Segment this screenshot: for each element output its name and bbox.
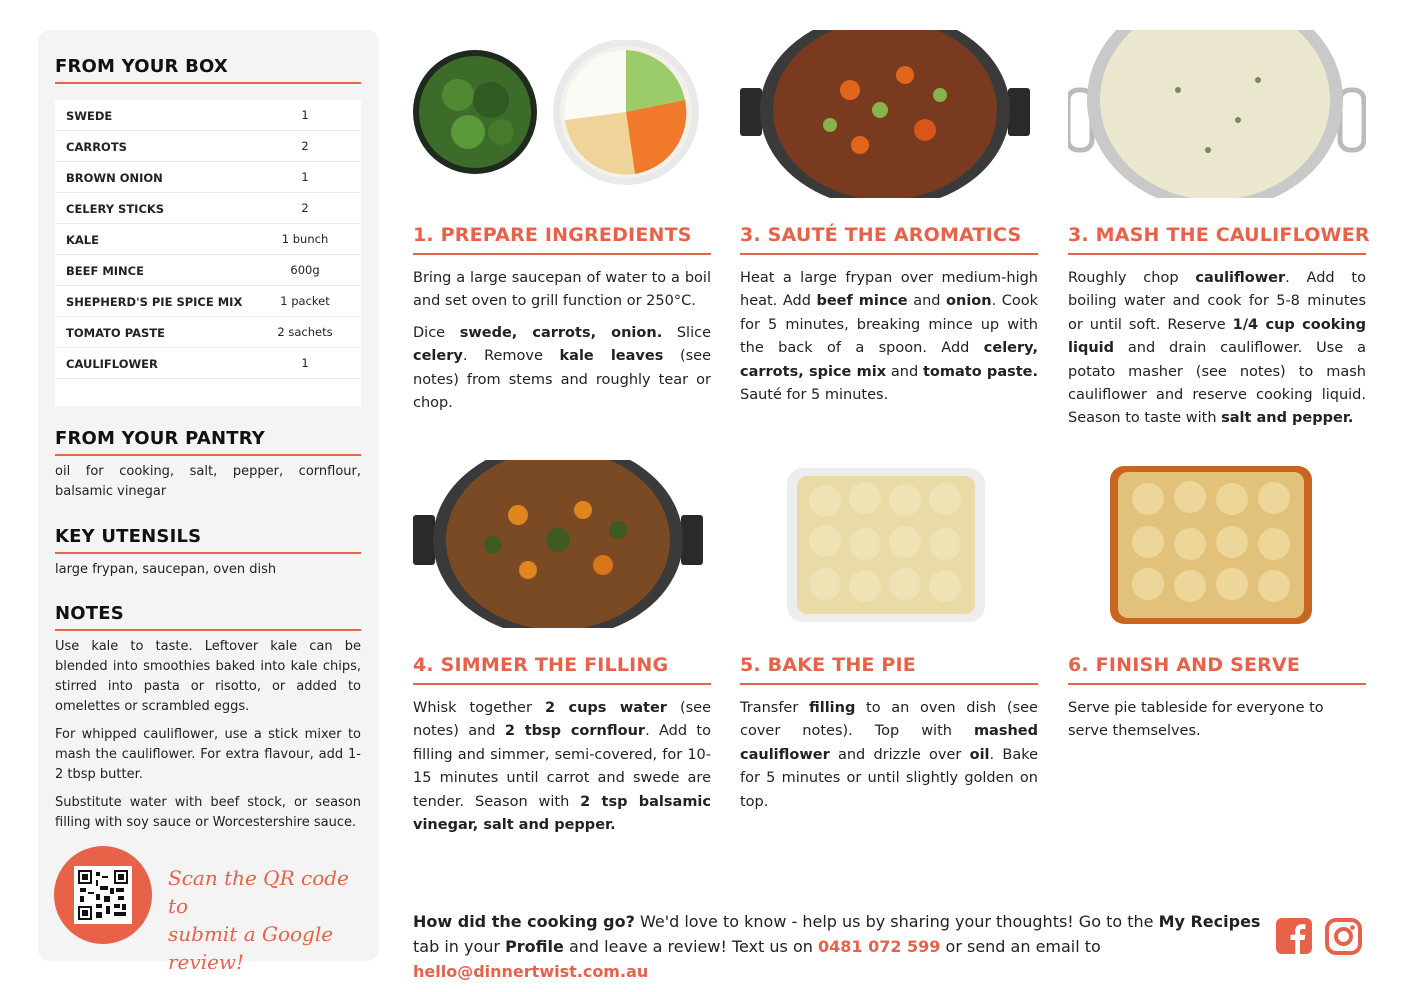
step-6-body — [1068, 697, 1366, 752]
ingredient-row — [55, 317, 361, 348]
phone-link[interactable]: 0481 072 599 — [817, 937, 941, 956]
note-item: Substitute water with beef stock, or season filling with soy sauce or Worcestershire sauce. — [55, 795, 361, 830]
ingredient-name: BEEF MINCE — [66, 264, 144, 278]
step-4-paragraph: Whisk together 2 cups water (see notes) and 2 tbsp cornflour. Add to filling and simmer, semi-covered, for 10-15 minutes until carrot and swede are tender. Season with 2 tsp balsamic vinegar, salt and pepper. — [413, 700, 712, 834]
ingredient-name: SHEPHERD'S PIE SPICE MIX — [66, 295, 243, 309]
ingredient-name: KALE — [66, 233, 99, 247]
step-rule — [1068, 683, 1366, 685]
ingredient-name: CELERY STICKS — [66, 202, 165, 216]
qr-line-2: submit a Google review! — [168, 922, 334, 974]
ingredient-row — [55, 131, 361, 162]
mash-cauliflower-photo — [1068, 30, 1366, 198]
step-1-body — [413, 267, 711, 423]
notes-heading: NOTES — [55, 603, 124, 624]
my-recipes-link[interactable]: My Recipes — [1158, 912, 1261, 931]
step-rule — [740, 683, 1038, 685]
note-item: Use kale to taste. Leftover kale can be blended into smoothies baked into kale chips, stirred into pasta or risotto, or added to omelettes or scrambled eggs. — [55, 639, 361, 714]
ingredient-qty: 600g — [290, 263, 320, 277]
step-rule — [413, 253, 711, 255]
prepare-ingredients-photo — [413, 40, 703, 200]
step-4-body — [413, 697, 711, 845]
step-2-title: 3. SAUTÉ THE AROMATICS — [740, 224, 1022, 246]
ingredient-qty: 1 — [301, 170, 309, 184]
feedback-footer: How did the cooking go? We'd love to know - help us by sharing your thoughts! Go to the My Recipes tab in your Profile and leave a review! Text us on 0481 072 599 or send an email to hello@dinnertwist.com.au — [413, 912, 1261, 981]
step-1-paragraph-1: Bring a large saucepan of water to a boil and set oven to grill function or 250°C. — [413, 270, 711, 310]
ingredient-row — [55, 348, 361, 379]
instagram-icon[interactable] — [1325, 918, 1362, 955]
note-item: For whipped cauliflower, use a stick mixer to mash the cauliflower. For extra flavour, add 1-2 tbsp butter. — [55, 727, 361, 782]
email-link[interactable]: hello@dinnertwist.com.au — [413, 962, 649, 981]
step-4-title: 4. SIMMER THE FILLING — [413, 654, 669, 676]
ingredient-name: CAULIFLOWER — [66, 357, 158, 371]
ingredient-qty: 1 bunch — [281, 232, 329, 246]
ingredient-qty: 2 — [301, 139, 309, 153]
step-rule — [413, 683, 711, 685]
step-2-paragraph: Heat a large frypan over medium-high heat. Add beef mince and onion. Cook for 5 minutes, breaking mince up with the back of a spoon. Add celery, carrots, spice mix and tomato paste. Sauté for 5 minutes. — [740, 270, 1039, 404]
step-1-paragraph-2: Dice swede, carrots, onion. Slice celery. Remove kale leaves (see notes) from stems and roughly tear or chop. — [413, 324, 711, 412]
qr-badge — [54, 846, 152, 944]
heading-rule — [55, 82, 361, 84]
key-utensils-heading: KEY UTENSILS — [55, 526, 202, 547]
step-5-title: 5. BAKE THE PIE — [740, 654, 916, 676]
feedback-question: How did the cooking go? — [413, 912, 635, 931]
simmer-filling-photo — [413, 460, 703, 628]
step-5-paragraph: Transfer filling to an oven dish (see cover notes). Top with mashed cauliflower and drizzle over oil. Bake for 5 minutes or until slightly golden on top. — [740, 700, 1038, 810]
finish-serve-photo — [1108, 464, 1314, 626]
saute-aromatics-photo — [740, 30, 1030, 198]
utensils-text: large frypan, saucepan, oven dish — [55, 562, 277, 577]
heading-rule — [55, 629, 361, 631]
from-your-pantry-heading: FROM YOUR PANTRY — [55, 428, 265, 449]
heading-rule — [55, 552, 361, 554]
ingredient-qty: 1 — [301, 356, 309, 370]
ingredient-row — [55, 224, 361, 255]
qr-review-text — [168, 864, 368, 976]
ingredient-name: CARROTS — [66, 140, 127, 154]
from-your-box-heading: FROM YOUR BOX — [55, 56, 228, 77]
notes-list — [55, 637, 361, 841]
step-3-paragraph: Roughly chop cauliflower. Add to boiling water and cook for 5-8 minutes or until soft. Reserve 1/4 cup cooking liquid and drain cauliflower. Use a potato masher (see notes) to mash cauliflower and reserve cooking liquid. Season to taste with salt and pepper. — [1068, 270, 1367, 427]
sidebar — [38, 30, 379, 974]
step-3-title: 3. MASH THE CAULIFLOWER — [1068, 224, 1370, 246]
ingredient-row — [55, 100, 361, 131]
step-rule — [1068, 253, 1366, 255]
facebook-icon[interactable] — [1276, 918, 1313, 955]
ingredients-table — [55, 100, 361, 406]
ingredient-name: TOMATO PASTE — [66, 326, 165, 340]
step-6-title: 6. FINISH AND SERVE — [1068, 654, 1301, 676]
qr-code-icon[interactable] — [74, 866, 132, 924]
ingredient-row — [55, 255, 361, 286]
profile-link[interactable]: Profile — [505, 937, 564, 956]
heading-rule — [55, 454, 361, 456]
bake-pie-photo — [785, 466, 987, 626]
ingredient-row — [55, 286, 361, 317]
ingredient-qty: 1 — [301, 108, 309, 122]
ingredient-qty: 1 packet — [280, 294, 330, 308]
step-1-title: 1. PREPARE INGREDIENTS — [413, 224, 692, 246]
step-6-paragraph: Serve pie tableside for everyone to serve themselves. — [1068, 700, 1324, 740]
ingredient-name: SWEDE — [66, 109, 113, 123]
ingredient-qty: 2 — [301, 201, 309, 215]
step-3-body — [1068, 267, 1366, 439]
ingredient-name: BROWN ONION — [66, 171, 163, 185]
step-rule — [740, 253, 1038, 255]
ingredient-row — [55, 193, 361, 224]
step-2-body — [740, 267, 1038, 415]
pantry-text: oil for cooking, salt, pepper, cornflour, balsamic vinegar — [55, 464, 361, 499]
ingredient-qty: 2 sachets — [277, 325, 333, 339]
ingredient-row — [55, 162, 361, 193]
step-5-body — [740, 697, 1038, 822]
qr-line-1: Scan the QR code to — [168, 866, 349, 918]
